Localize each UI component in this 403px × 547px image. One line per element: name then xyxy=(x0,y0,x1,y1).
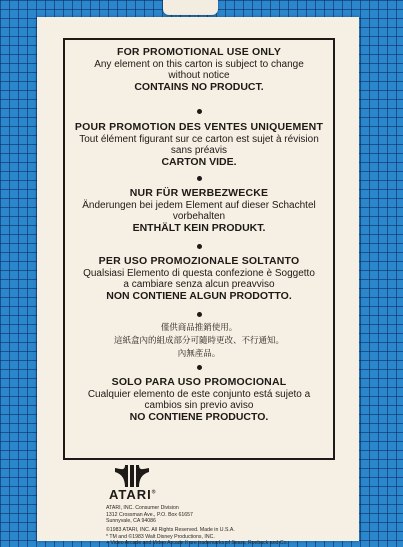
hang-tab xyxy=(163,0,218,15)
address-line: 1312 Crossman Ave., P.O. Box 61657 xyxy=(106,511,193,518)
atari-wordmark: ATARI® xyxy=(109,487,157,502)
separator-dot xyxy=(197,176,202,181)
notice-text: vorbehalten xyxy=(172,211,226,222)
notice-heading: SOLO PARA USO PROMOCIONAL xyxy=(111,376,287,388)
notice-footer: NON CONTIENE ALGUN PRODOTTO. xyxy=(106,290,292,302)
notice-spanish xyxy=(65,376,333,424)
legal-line: + Video Arcade and Video Arcade II are trademarks of Sears, Roebuck and Co. xyxy=(106,540,288,546)
separator-dot xyxy=(197,312,202,317)
company-address xyxy=(106,505,193,525)
legal-line: * TM and ©1983 Walt Disney Productions, INC. xyxy=(106,533,215,540)
address-line: Sunnyvale, CA 94086 xyxy=(106,518,156,524)
notice-text: Änderungen bei jedem Element auf dieser Schachtel xyxy=(82,200,316,211)
notice-frame xyxy=(63,38,335,460)
notice-text: sans préavis xyxy=(170,145,228,156)
notice-text: Qualsiasi Elemento di questa confezione è Soggetto xyxy=(83,268,315,279)
notice-heading: NUR FÜR WERBEZWECKE xyxy=(129,187,269,199)
notice-german xyxy=(65,187,333,235)
notice-footer: NO CONTIENE PRODUCTO. xyxy=(129,411,269,423)
promotional-card xyxy=(37,17,359,546)
notice-text: without notice xyxy=(168,70,230,81)
notice-text: 僅供商品推銷使用。 xyxy=(160,323,238,333)
notice-english xyxy=(65,46,333,94)
notice-text: 內無產品。 xyxy=(177,349,221,359)
separator-dot xyxy=(197,244,202,249)
notice-text: Tout élément figurant sur ce carton est sujet à révision xyxy=(79,134,319,145)
notice-italian xyxy=(65,255,333,303)
notice-french xyxy=(65,121,333,169)
notice-text: 這紙盒內的組成部分可隨時更改、不行通知。 xyxy=(113,336,284,346)
notice-footer: CARTON VIDE. xyxy=(161,156,237,168)
notice-heading: FOR PROMOTIONAL USE ONLY xyxy=(116,46,282,58)
notice-text: a cambiare senza alcun preavviso xyxy=(123,279,275,290)
address-line: ATARI, INC. Consumer Division xyxy=(106,505,179,511)
notice-heading: PER USO PROMOZIONALE SOLTANTO xyxy=(98,255,300,267)
notice-chinese xyxy=(65,322,333,361)
separator-dot xyxy=(197,109,202,114)
notice-footer: CONTAINS NO PRODUCT. xyxy=(134,81,264,93)
legal-notice xyxy=(106,527,288,547)
notice-text: cambios sin previo aviso xyxy=(144,400,254,411)
legal-line: ©1983 ATARI, INC. All Rights Reserved. Made in U.S.A. xyxy=(106,527,235,533)
notice-footer: ENTHÄLT KEIN PRODUKT. xyxy=(132,222,266,234)
atari-fuji-logo-icon xyxy=(112,465,152,487)
notice-text: Cualquier elemento de este conjunto está sujeto a xyxy=(87,389,311,400)
notice-heading: POUR PROMOTION DES VENTES UNIQUEMENT xyxy=(74,121,324,133)
notice-text: Any element on this carton is subject to change xyxy=(94,59,304,70)
separator-dot xyxy=(197,365,202,370)
